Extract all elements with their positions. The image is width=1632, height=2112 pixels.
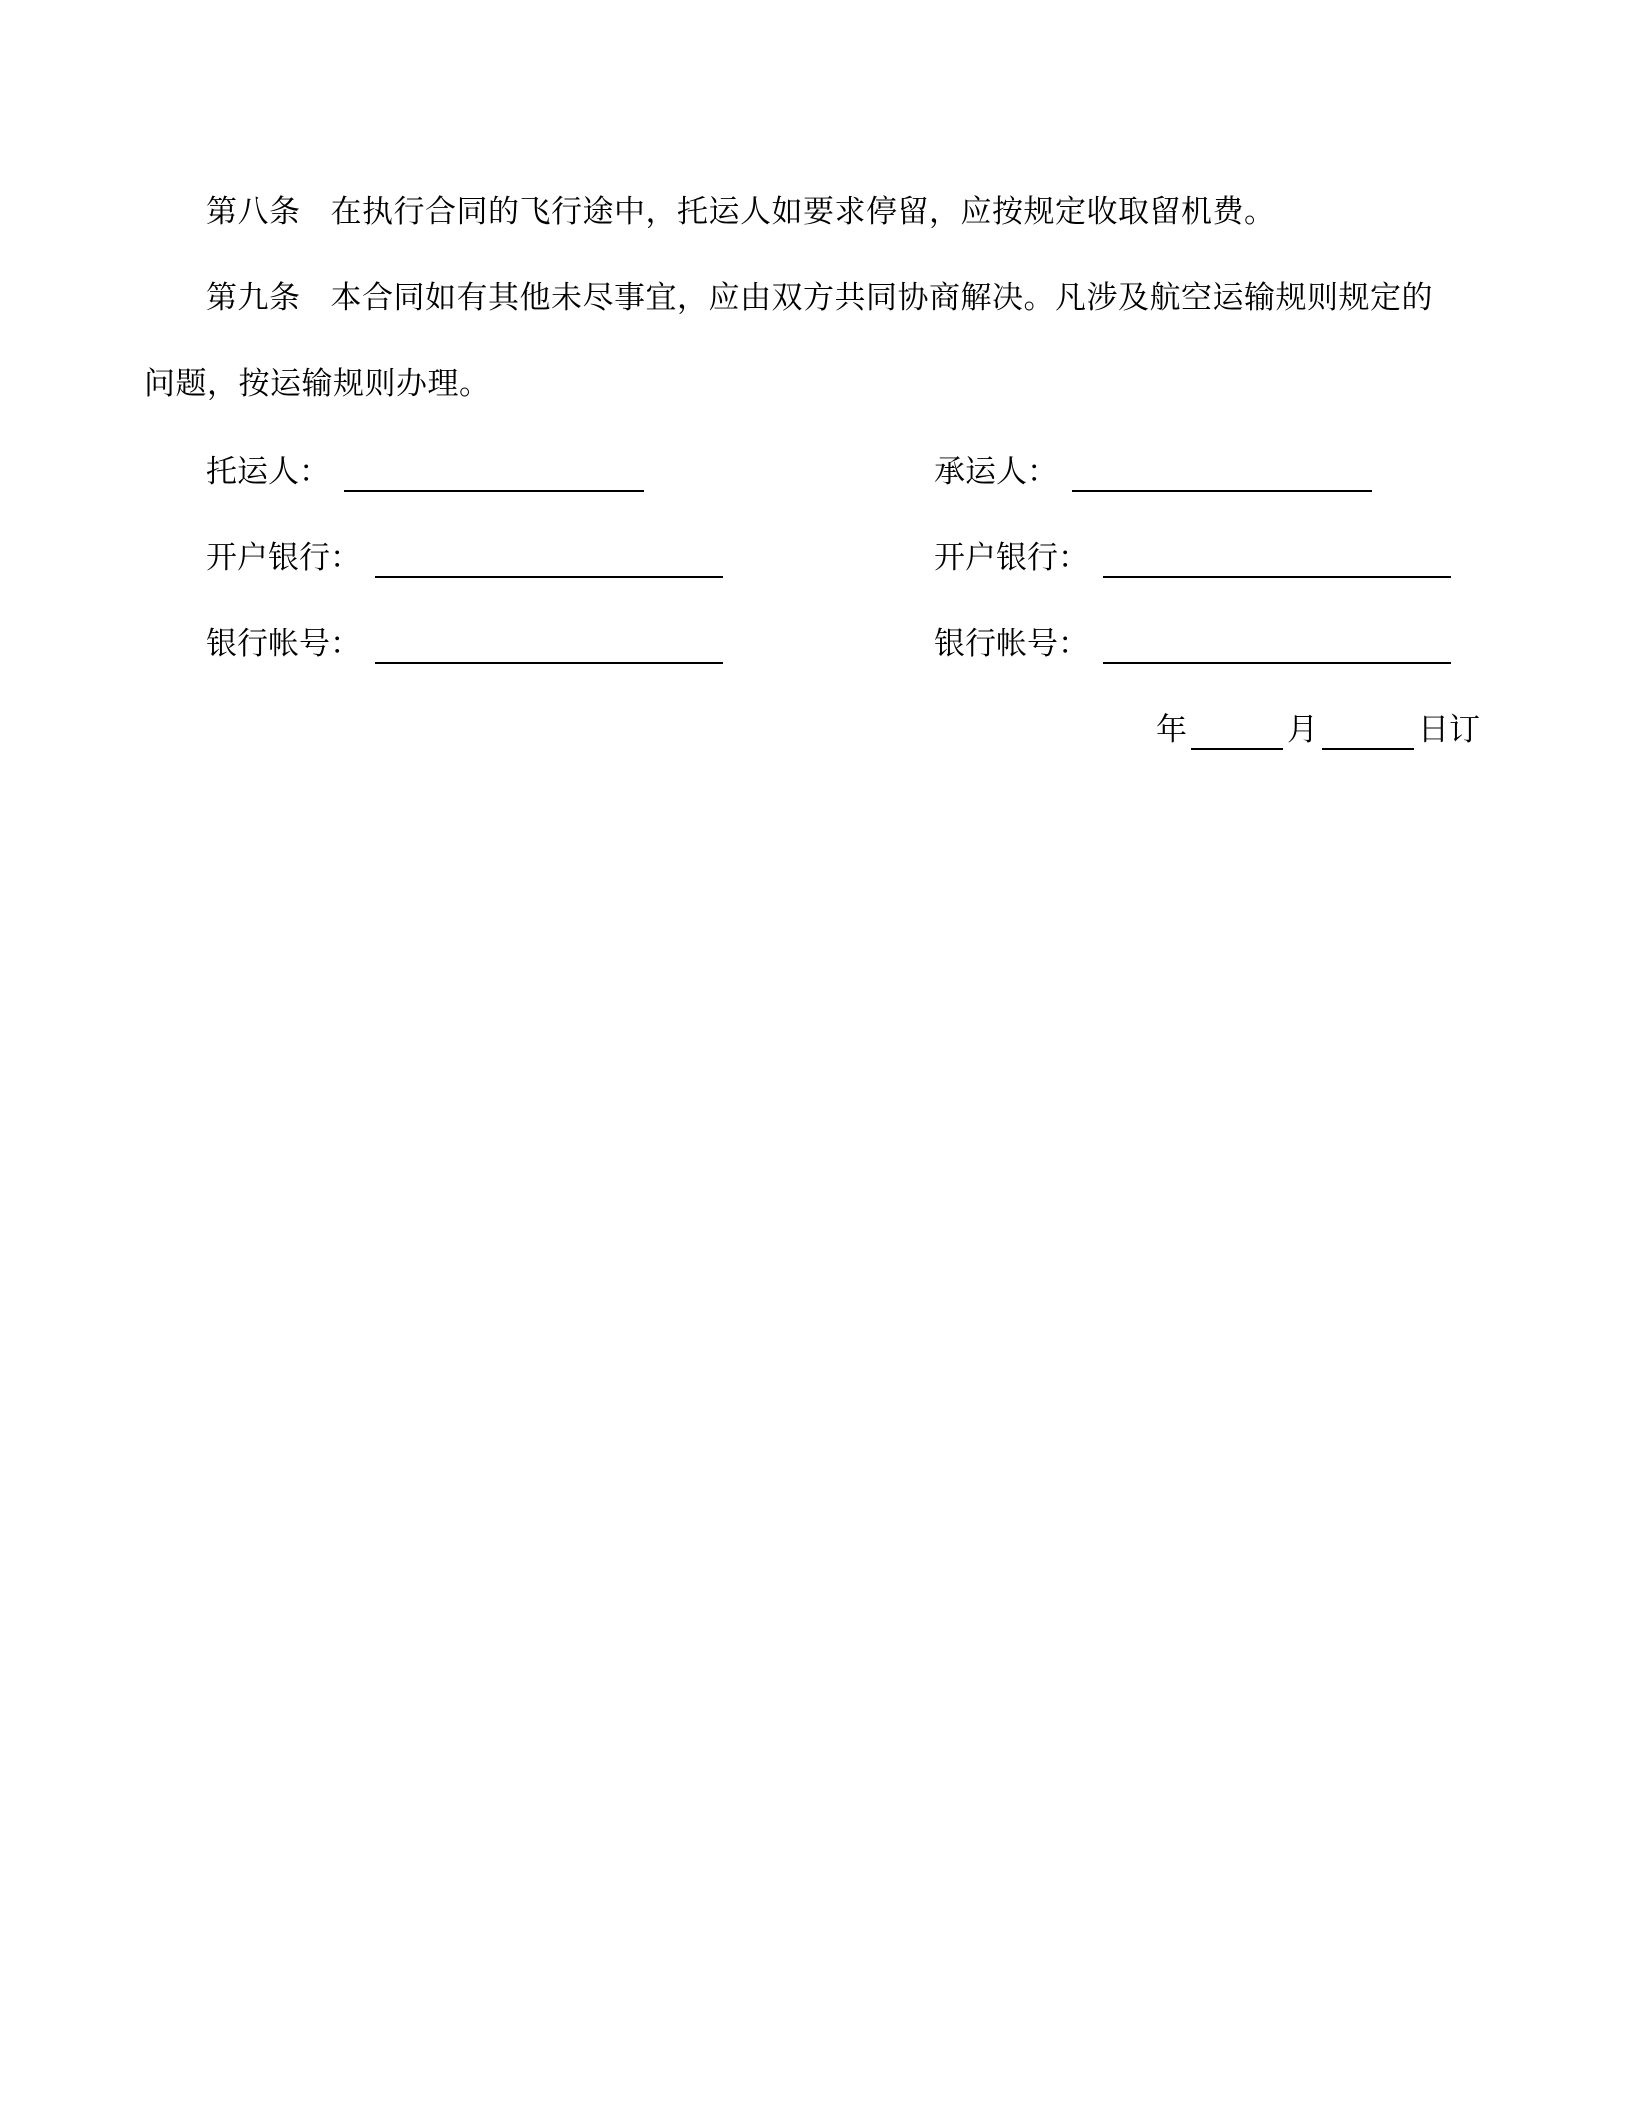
shipper-bank-line[interactable]	[375, 542, 723, 578]
signing-date	[1156, 710, 1480, 750]
shipper-account-line[interactable]	[375, 628, 723, 664]
shipper-account-label: 银行帐号：	[206, 626, 361, 662]
carrier-label: 承运人：	[934, 454, 1058, 490]
carrier-field	[934, 452, 1372, 492]
article-9-continuation	[144, 364, 491, 404]
article-number: 第八条	[206, 194, 301, 230]
article-8	[206, 192, 1276, 232]
shipper-label: 托运人：	[206, 454, 330, 490]
shipper-bank-field	[206, 538, 723, 578]
carrier-account-line[interactable]	[1103, 628, 1451, 664]
day-label: 日订	[1418, 712, 1480, 748]
carrier-bank-field	[934, 538, 1451, 578]
article-text: 在执行合同的飞行途中，托运人如要求停留，应按规定收取留机费。	[330, 194, 1276, 230]
day-blank[interactable]	[1322, 714, 1414, 750]
article-number: 第九条	[206, 280, 301, 316]
carrier-bank-line[interactable]	[1103, 542, 1451, 578]
month-blank[interactable]	[1191, 714, 1283, 750]
carrier-account-field	[934, 624, 1451, 664]
shipper-bank-label: 开户银行：	[206, 540, 361, 576]
carrier-bank-label: 开户银行：	[934, 540, 1089, 576]
month-label: 月	[1287, 712, 1318, 748]
shipper-account-field	[206, 624, 723, 664]
article-9	[206, 278, 1433, 318]
year-label: 年	[1156, 712, 1187, 748]
carrier-account-label: 银行帐号：	[934, 626, 1089, 662]
article-text-continuation: 问题，按运输规则办理。	[144, 366, 491, 402]
article-text: 本合同如有其他未尽事宜，应由双方共同协商解决。凡涉及航空运输规则规定的	[330, 280, 1433, 316]
shipper-field	[206, 452, 644, 492]
carrier-signature-line[interactable]	[1072, 456, 1372, 492]
shipper-signature-line[interactable]	[344, 456, 644, 492]
